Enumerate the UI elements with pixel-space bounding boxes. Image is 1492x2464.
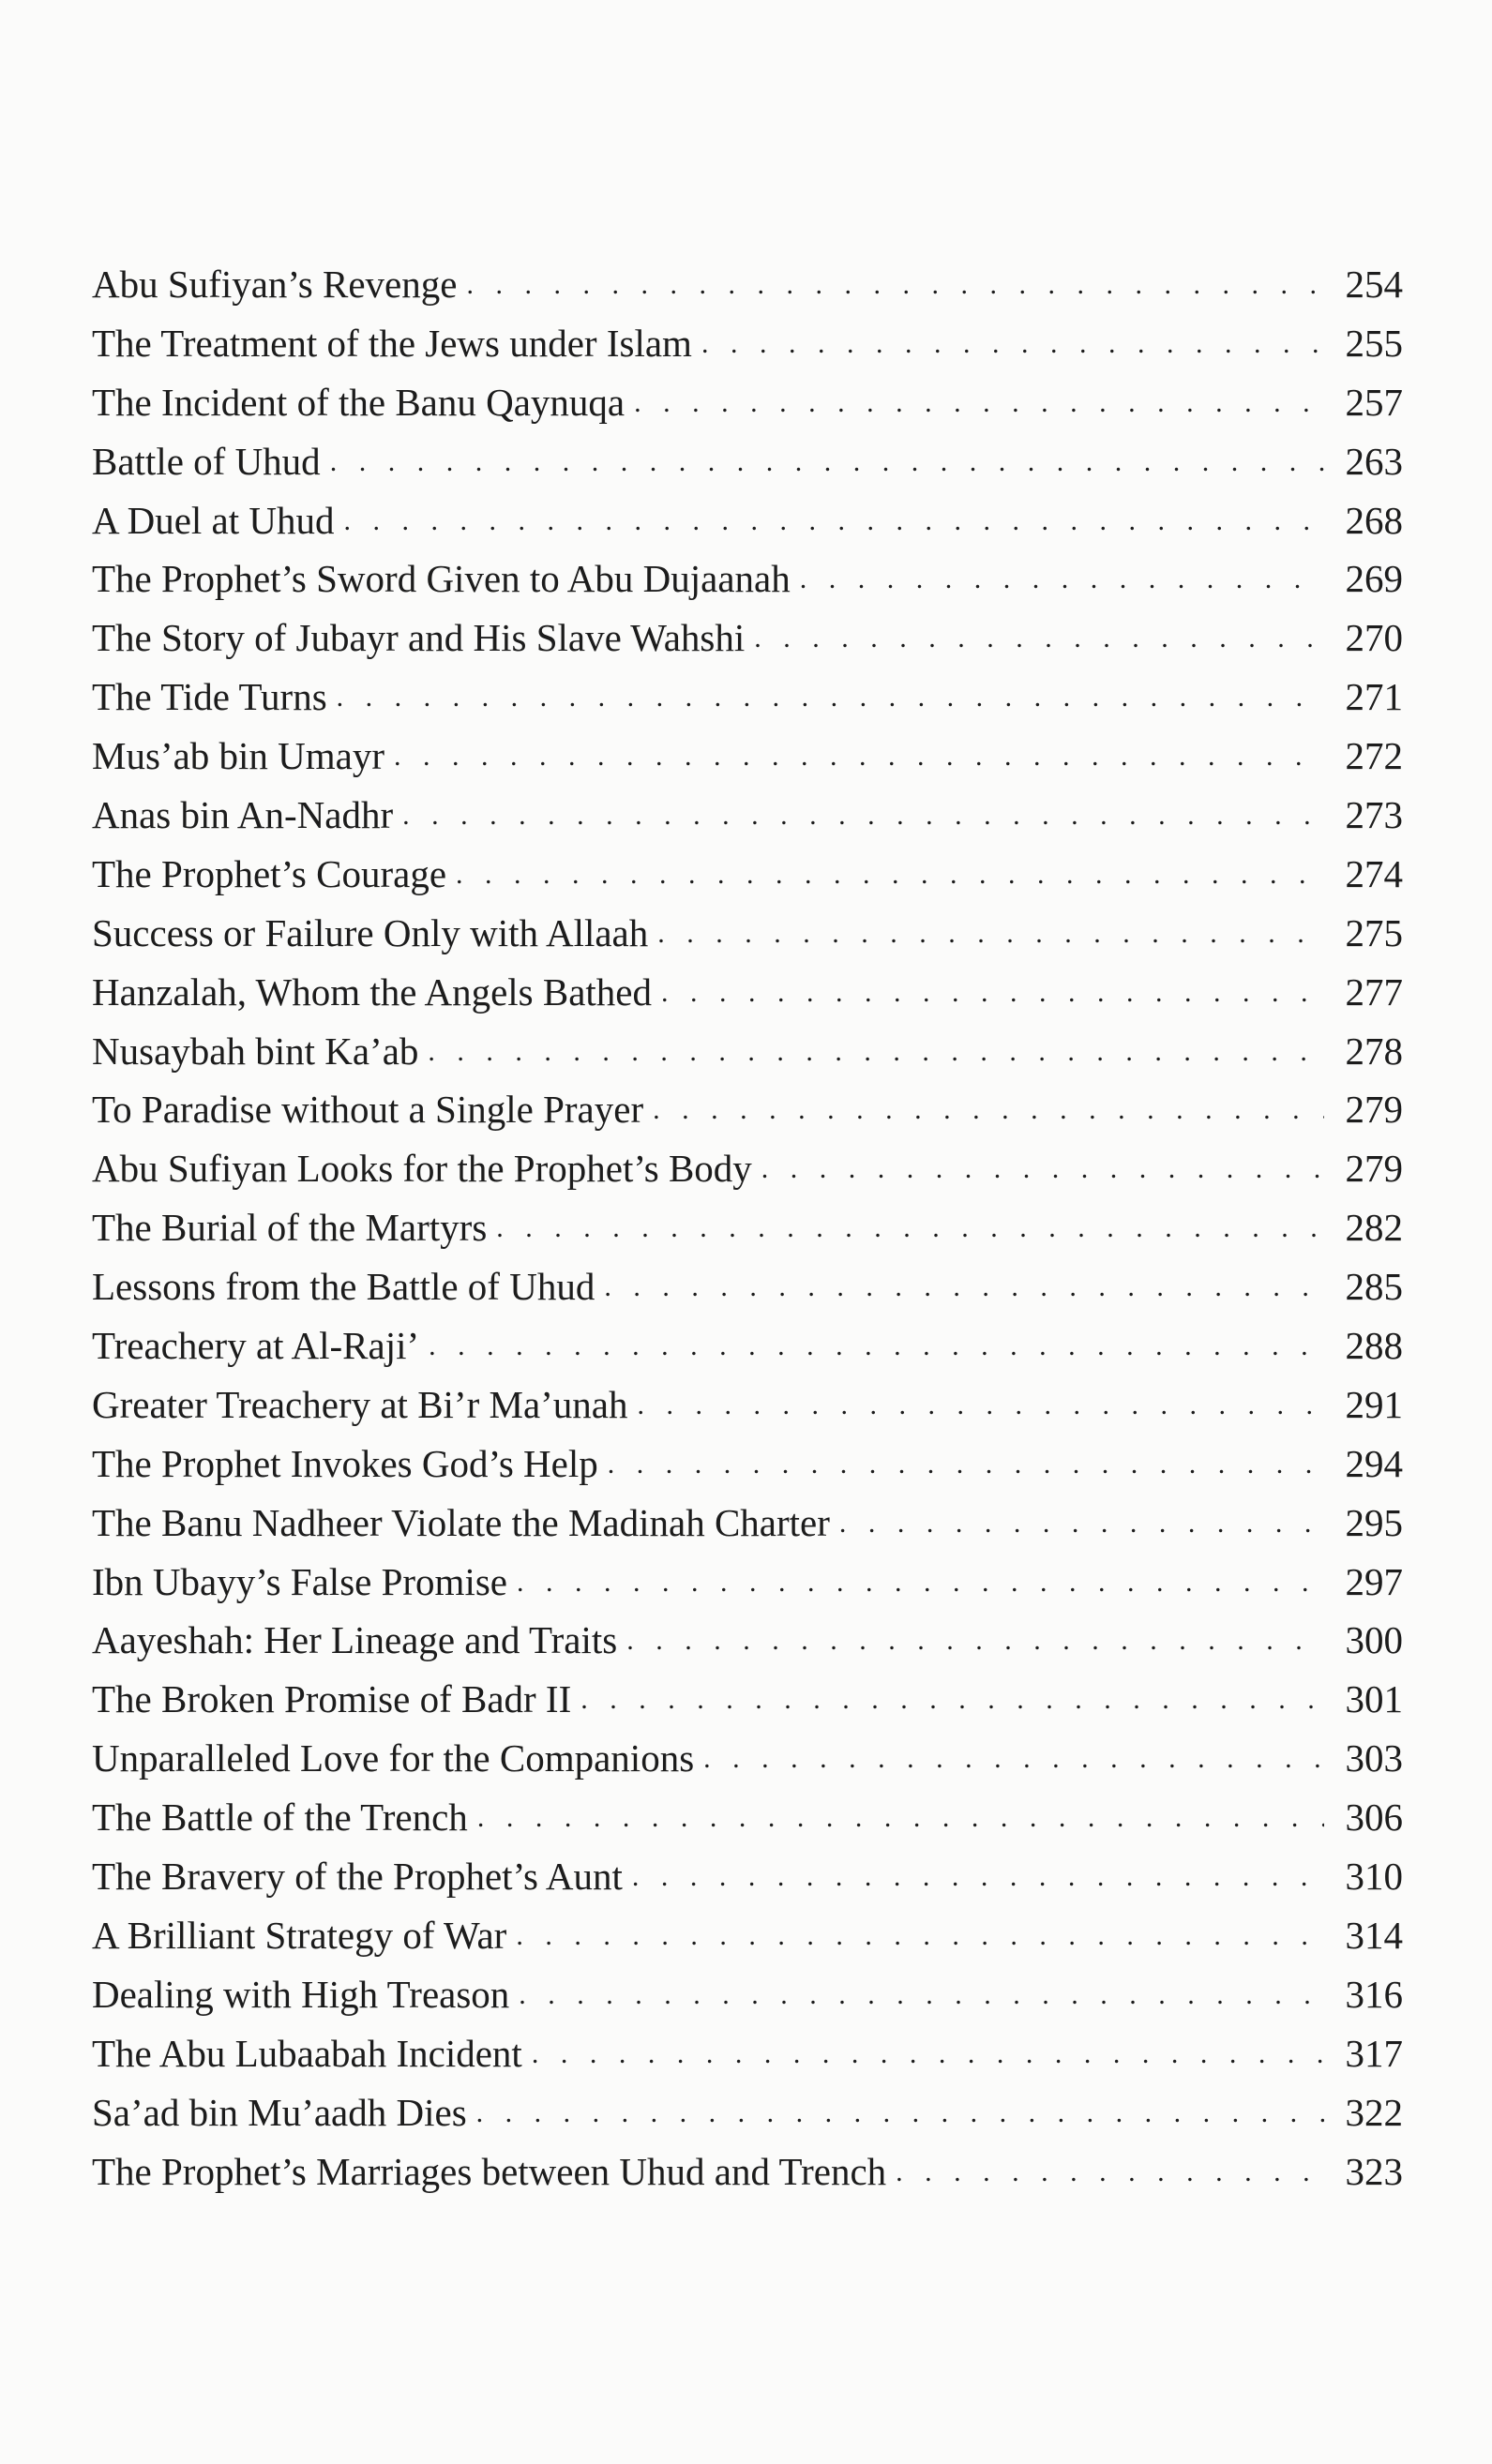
toc-dot-leader bbox=[653, 1081, 1324, 1140]
toc-entry bbox=[92, 1375, 1403, 1435]
toc-entry-page: 310 bbox=[1345, 1855, 1403, 1899]
toc-entry-title: A Brilliant Strategy of War bbox=[92, 1913, 507, 1957]
toc-dot-leader bbox=[516, 1907, 1324, 1966]
toc-entry-page: 268 bbox=[1345, 498, 1403, 542]
toc-entry-page: 317 bbox=[1345, 2031, 1403, 2075]
toc-entry-title: The Prophet’s Sword Given to Abu Dujaanah bbox=[92, 557, 791, 601]
toc-entry bbox=[92, 1670, 1403, 1729]
toc-entry-title: Nusaybah bint Ka’ab bbox=[92, 1029, 419, 1073]
table-of-contents bbox=[92, 255, 1403, 2201]
toc-dot-leader bbox=[402, 787, 1324, 846]
toc-entry-title: Mus’ab bin Umayr bbox=[92, 734, 385, 778]
toc-entry-page: 285 bbox=[1345, 1265, 1403, 1309]
toc-dot-leader bbox=[839, 1495, 1324, 1554]
toc-entry-page: 291 bbox=[1345, 1382, 1403, 1426]
toc-entry-page: 323 bbox=[1345, 2149, 1403, 2193]
toc-entry-page: 288 bbox=[1345, 1324, 1403, 1368]
toc-dot-leader bbox=[608, 1435, 1324, 1495]
toc-entry-page: 306 bbox=[1345, 1795, 1403, 1840]
toc-entry-page: 277 bbox=[1345, 969, 1403, 1014]
toc-entry bbox=[92, 1022, 1403, 1081]
toc-dot-leader bbox=[532, 2025, 1324, 2084]
toc-entry-page: 294 bbox=[1345, 1441, 1403, 1485]
toc-dot-leader bbox=[466, 256, 1324, 315]
toc-entry-page: 322 bbox=[1345, 2090, 1403, 2134]
toc-entry-title: Ibn Ubayy’s False Promise bbox=[92, 1559, 507, 1603]
toc-entry-title: The Battle of the Trench bbox=[92, 1795, 468, 1840]
toc-entry-page: 272 bbox=[1345, 734, 1403, 778]
toc-entry bbox=[92, 1316, 1403, 1375]
toc-dot-leader bbox=[519, 1966, 1324, 2025]
toc-entry-title: Treachery at Al-Raji’ bbox=[92, 1324, 420, 1368]
toc-entry-title: The Bravery of the Prophet’s Aunt bbox=[92, 1855, 623, 1899]
toc-dot-leader bbox=[896, 2143, 1324, 2202]
toc-dot-leader bbox=[661, 964, 1324, 1023]
toc-entry bbox=[92, 904, 1403, 963]
toc-entry bbox=[92, 2083, 1403, 2142]
toc-entry bbox=[92, 255, 1403, 314]
toc-entry-title: The Banu Nadheer Violate the Madinah Charter bbox=[92, 1500, 830, 1544]
toc-entry bbox=[92, 1729, 1403, 1788]
toc-entry-page: 263 bbox=[1345, 439, 1403, 483]
toc-entry-title: Battle of Uhud bbox=[92, 439, 321, 483]
toc-dot-leader bbox=[754, 609, 1324, 669]
toc-dot-leader bbox=[634, 374, 1324, 433]
toc-entry bbox=[92, 432, 1403, 491]
toc-entry bbox=[92, 845, 1403, 904]
toc-entry bbox=[92, 2024, 1403, 2083]
toc-dot-leader bbox=[337, 669, 1324, 728]
toc-entry-title: Unparalleled Love for the Companions bbox=[92, 1736, 695, 1780]
toc-entry-page: 279 bbox=[1345, 1147, 1403, 1191]
toc-entry bbox=[92, 1847, 1403, 1906]
toc-entry-title: Dealing with High Treason bbox=[92, 1972, 510, 2016]
toc-entry bbox=[92, 1139, 1403, 1198]
toc-entry-title: The Burial of the Martyrs bbox=[92, 1206, 488, 1250]
toc-entry bbox=[92, 491, 1403, 550]
toc-entry bbox=[92, 668, 1403, 727]
toc-entry-page: 269 bbox=[1345, 557, 1403, 601]
toc-entry-title: Lessons from the Battle of Uhud bbox=[92, 1265, 595, 1309]
toc-entry-title: The Broken Promise of Badr II bbox=[92, 1677, 572, 1721]
toc-entry bbox=[92, 1435, 1403, 1494]
toc-entry bbox=[92, 1965, 1403, 2024]
toc-entry-page: 273 bbox=[1345, 793, 1403, 837]
toc-dot-leader bbox=[394, 728, 1324, 787]
toc-entry-page: 270 bbox=[1345, 616, 1403, 660]
toc-entry bbox=[92, 1788, 1403, 1847]
toc-entry-title: Hanzalah, Whom the Angels Bathed bbox=[92, 969, 653, 1014]
toc-entry-page: 278 bbox=[1345, 1029, 1403, 1073]
toc-entry-title: Aayeshah: Her Lineage and Traits bbox=[92, 1618, 618, 1662]
toc-entry-title: Abu Sufiyan Looks for the Prophet’s Body bbox=[92, 1147, 752, 1191]
toc-dot-leader bbox=[456, 846, 1324, 905]
toc-dot-leader bbox=[657, 905, 1324, 964]
toc-dot-leader bbox=[604, 1258, 1324, 1317]
toc-dot-leader bbox=[517, 1554, 1324, 1613]
toc-entry-page: 301 bbox=[1345, 1677, 1403, 1721]
toc-entry-page: 300 bbox=[1345, 1618, 1403, 1662]
toc-dot-leader bbox=[638, 1376, 1325, 1435]
toc-entry bbox=[92, 1257, 1403, 1316]
toc-entry-page: 255 bbox=[1345, 321, 1403, 365]
toc-dot-leader bbox=[701, 315, 1324, 374]
toc-entry-title: The Prophet Invokes God’s Help bbox=[92, 1441, 598, 1485]
toc-entry-page: 257 bbox=[1345, 380, 1403, 424]
toc-entry-title: The Abu Lubaabah Incident bbox=[92, 2031, 522, 2075]
toc-entry-title: The Prophet’s Courage bbox=[92, 851, 447, 895]
toc-entry-title: To Paradise without a Single Prayer bbox=[92, 1088, 644, 1132]
toc-entry-page: 271 bbox=[1345, 675, 1403, 719]
toc-dot-leader bbox=[800, 550, 1324, 609]
toc-entry bbox=[92, 373, 1403, 432]
toc-dot-leader bbox=[477, 1789, 1324, 1848]
toc-entry-title: The Tide Turns bbox=[92, 675, 327, 719]
toc-entry bbox=[92, 1198, 1403, 1257]
toc-dot-leader bbox=[428, 1023, 1324, 1082]
toc-dot-leader bbox=[626, 1612, 1324, 1671]
toc-entry-title: The Treatment of the Jews under Islam bbox=[92, 321, 692, 365]
toc-entry-title: The Story of Jubayr and His Slave Wahshi bbox=[92, 616, 746, 660]
toc-entry-page: 316 bbox=[1345, 1972, 1403, 2016]
toc-entry-page: 297 bbox=[1345, 1559, 1403, 1603]
toc-entry bbox=[92, 1553, 1403, 1612]
toc-entry bbox=[92, 727, 1403, 786]
toc-entry-page: 282 bbox=[1345, 1206, 1403, 1250]
toc-entry-title: Greater Treachery at Bi’r Ma’unah bbox=[92, 1382, 628, 1426]
toc-entry-page: 303 bbox=[1345, 1736, 1403, 1780]
toc-entry-title: Success or Failure Only with Allaah bbox=[92, 910, 649, 954]
toc-entry bbox=[92, 549, 1403, 608]
toc-dot-leader bbox=[580, 1671, 1324, 1730]
toc-entry-page: 279 bbox=[1345, 1088, 1403, 1132]
toc-entry bbox=[92, 608, 1403, 668]
toc-entry-title: The Incident of the Banu Qaynuqa bbox=[92, 380, 625, 424]
toc-entry bbox=[92, 1611, 1403, 1670]
toc-entry-page: 314 bbox=[1345, 1913, 1403, 1957]
toc-entry-page: 274 bbox=[1345, 851, 1403, 895]
toc-entry bbox=[92, 786, 1403, 845]
toc-dot-leader bbox=[476, 2084, 1324, 2143]
toc-entry bbox=[92, 1080, 1403, 1139]
toc-entry-title: Abu Sufiyan’s Revenge bbox=[92, 263, 458, 306]
toc-entry-title: The Prophet’s Marriages between Uhud and Trench bbox=[92, 2149, 887, 2193]
toc-entry-page: 254 bbox=[1345, 263, 1403, 306]
toc-dot-leader bbox=[703, 1730, 1324, 1789]
toc-dot-leader bbox=[632, 1848, 1324, 1907]
toc-dot-leader bbox=[429, 1317, 1324, 1376]
toc-entry-page: 295 bbox=[1345, 1500, 1403, 1544]
toc-dot-leader bbox=[330, 433, 1324, 492]
toc-dot-leader bbox=[496, 1199, 1324, 1258]
toc-entry-title: Sa’ad bin Mu’aadh Dies bbox=[92, 2090, 467, 2134]
toc-entry bbox=[92, 1494, 1403, 1553]
toc-dot-leader bbox=[344, 492, 1325, 551]
toc-entry-page: 275 bbox=[1345, 910, 1403, 954]
toc-entry bbox=[92, 963, 1403, 1022]
toc-entry bbox=[92, 2142, 1403, 2201]
toc-entry bbox=[92, 314, 1403, 373]
toc-entry bbox=[92, 1906, 1403, 1965]
toc-dot-leader bbox=[761, 1140, 1324, 1199]
toc-entry-title: Anas bin An-Nadhr bbox=[92, 793, 394, 837]
toc-entry-title: A Duel at Uhud bbox=[92, 498, 335, 542]
